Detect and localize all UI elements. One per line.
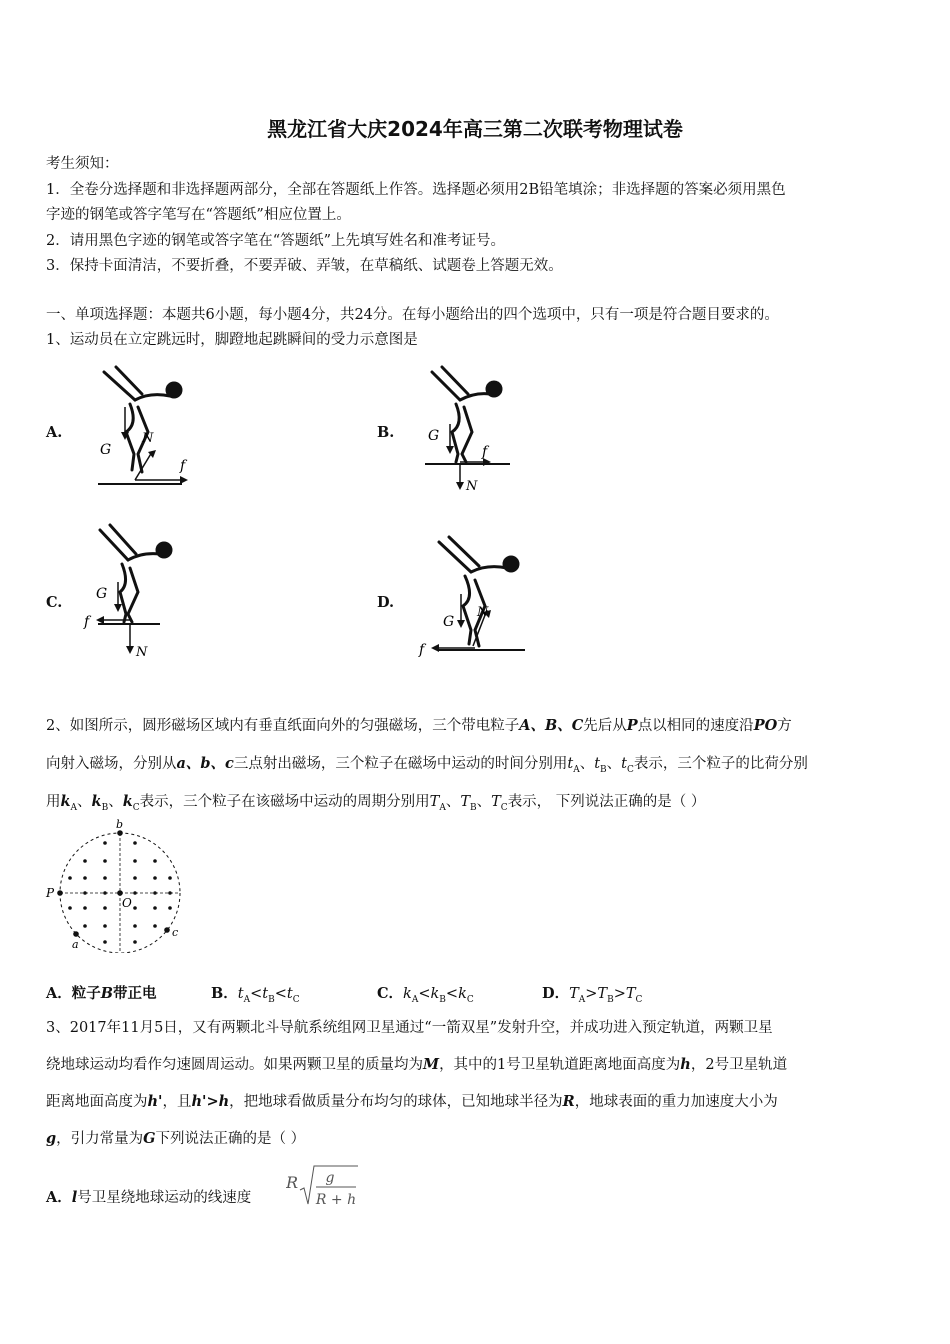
notice-item-1a: 1．全卷分选择题和非选择题两部分，全部在答题纸上作答。选择题必须用2B铅笔填涂；非选择题的答案必须用黑色 (46, 182, 786, 198)
notice-item-1b: 字迹的钢笔或答字笔写在“答题纸”相应位置上。 (46, 207, 351, 223)
label-n: N (466, 479, 478, 494)
q2-field-diagram (40, 818, 190, 953)
q1-figure-a (90, 362, 200, 492)
label-f: f (482, 444, 488, 460)
label-c: c (172, 926, 179, 939)
label-o: O (122, 896, 132, 910)
page-title: 黑龙江省大庆2024年高三第二次联考物理试卷 (267, 117, 683, 141)
q3-option-a-formula (286, 1160, 366, 1212)
athlete-icon (104, 367, 181, 472)
q1-option-c-label: C. (46, 594, 63, 611)
q1-figure-b (420, 362, 520, 494)
question-2-line-2: 向射入磁场，分别从a、b、c三点射出磁场，三个粒子在磁场中运动的时间分别用$t_A$、$t_B$、$t_C$表示，三个粒子的比荷分别 (46, 755, 808, 775)
label-g: G (443, 614, 455, 630)
formula-numerator: g (325, 1170, 335, 1186)
question-2-line-3: 用$k_A$、$k_B$、$k_C$表示，三个粒子在该磁场中运动的周期分别用$T_A$、$T_B$、$T_C$表示， 下列说法正确的是（ ） (46, 793, 706, 813)
friction-arrowhead (96, 616, 104, 624)
point-a (73, 931, 79, 937)
normal-arrowhead (126, 646, 134, 654)
athlete-icon (100, 525, 171, 622)
section-1-heading: 一、单项选择题：本题共6小题，每小题4分，共24分。在每小题给出的四个选项中，只有一项是符合题目要求的。 (46, 307, 779, 323)
label-g: G (428, 428, 440, 444)
friction-arrowhead (431, 644, 439, 652)
normal-arrowhead (456, 482, 464, 490)
label-a: a (72, 938, 79, 951)
q2-option-b: B．$t_A<t_B<t_C$ (211, 985, 300, 1005)
question-3-line-3: 距离地面高度为h'，且h'>h，把地球看做质量分布均匀的球体，已知地球半径为R，地球表面的重力加速度大小为 (46, 1093, 778, 1110)
question-3-line-1: 3、2017年11月5日，又有两颗北斗导航系统组网卫星通过“一箭双星”发射升空，并成功进入预定轨道，两颗卫星 (46, 1020, 773, 1036)
point-c (164, 927, 170, 933)
q1-option-a-label: A. (46, 424, 63, 441)
label-f: f (180, 458, 186, 474)
q3-option-a: A．l号卫星绕地球运动的线速度 (46, 1189, 252, 1206)
label-g: G (96, 586, 108, 602)
formula-r: R (286, 1173, 299, 1192)
q1-figure-d (415, 532, 530, 662)
point-o (117, 890, 123, 896)
point-p (57, 890, 63, 896)
question-1-stem: 1、运动员在立定跳远时，脚蹬地起跳瞬间的受力示意图是 (46, 332, 418, 348)
formula-denominator: R + h (315, 1192, 357, 1208)
question-3-line-4: g，引力常量为G下列说法正确的是（ ） (46, 1130, 306, 1147)
question-2-line-1: 2、如图所示，圆形磁场区域内有垂直纸面向外的匀强磁场，三个带电粒子A、B、C先后从P点以相同的速度沿PO方 (46, 717, 792, 734)
label-n: N (136, 645, 148, 660)
gravity-arrowhead (114, 604, 122, 612)
label-n: N (477, 605, 489, 620)
q2-option-c: C．$k_A<k_B<k_C$ (377, 985, 474, 1005)
question-3-line-2: 绕地球运动均看作匀速圆周运动。如果两颗卫星的质量均为M，其中的1号卫星轨道距离地面高度为h，2号卫星轨道 (46, 1056, 788, 1073)
notice-item-2: 2．请用黑色字迹的钢笔或答字笔在“答题纸”上先填写姓名和准考证号。 (46, 233, 506, 249)
friction-arrowhead (180, 476, 188, 484)
q1-option-b-label: B. (377, 424, 395, 441)
label-f: f (84, 614, 90, 630)
label-g: G (100, 442, 112, 458)
label-f: f (419, 642, 425, 658)
label-n: N (142, 431, 154, 446)
q1-option-d-label: D. (377, 594, 395, 611)
notice-heading: 考生须知： (46, 156, 119, 172)
label-p: P (46, 886, 55, 900)
notice-item-3: 3．保持卡面清洁，不要折叠，不要弄破、弄皱，在草稿纸、试题卷上答题无效。 (46, 258, 563, 274)
athlete-icon (432, 367, 501, 462)
q2-option-d: D．$T_A>T_B>T_C$ (542, 985, 643, 1005)
gravity-arrowhead (457, 620, 465, 628)
gravity-arrowhead (446, 446, 454, 454)
point-b (117, 830, 123, 836)
q1-figure-c (80, 520, 190, 662)
label-b: b (116, 818, 124, 831)
q2-option-a: A．粒子B带正电 (46, 985, 157, 1002)
